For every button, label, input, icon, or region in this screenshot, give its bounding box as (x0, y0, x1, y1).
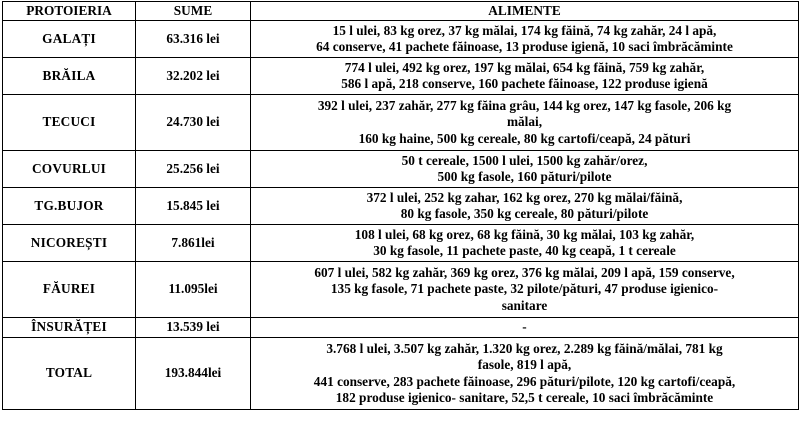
alimente-line: 64 conserve, 41 pachete făinoase, 13 produse igienă, 10 saci îmbrăcăminte (316, 39, 733, 54)
sume-cell: 25.256 lei (136, 151, 251, 188)
table-row (3, 58, 799, 95)
table-row (3, 151, 799, 188)
header-sume: SUME (136, 2, 251, 21)
header-protoieria: PROTOIERIA (3, 2, 136, 21)
alimente-cell (251, 188, 799, 225)
sume-cell: 7.861lei (136, 225, 251, 262)
alimente-line: 160 kg haine, 500 kg cereale, 80 kg cartofi/ceapă, 24 pături (358, 130, 691, 146)
sume-cell: 32.202 lei (136, 58, 251, 95)
alimente-cell (251, 95, 799, 151)
protoieria-cell: TOTAL (3, 338, 136, 410)
alimente-line: 392 l ulei, 237 zahăr, 277 kg făina grâu, 144 kg orez, 147 kg fasole, 206 kg (317, 98, 732, 114)
protoieria-cell: FĂUREI (3, 262, 136, 318)
alimente-line: 50 t cereale, 1500 l ulei, 1500 kg zahăr/orez, (401, 152, 648, 168)
sume-cell: 13.539 lei (136, 318, 251, 338)
header-row (3, 2, 799, 21)
alimente-cell (251, 338, 799, 410)
table-row (3, 95, 799, 151)
protoieria-cell: BRĂILA (3, 58, 136, 95)
sume-cell: 193.844lei (136, 338, 251, 410)
sume-cell: 11.095lei (136, 262, 251, 318)
alimente-cell (251, 225, 799, 262)
donations-table (2, 1, 799, 410)
alimente-line: 108 l ulei, 68 kg orez, 68 kg făină, 30 kg mălai, 103 kg zahăr, (354, 226, 695, 242)
alimente-cell (251, 58, 799, 95)
alimente-line: fasole, 819 l apă, (477, 357, 572, 373)
sume-cell: 24.730 lei (136, 95, 251, 151)
alimente-line: 500 kg fasole, 160 pături/pilote (437, 169, 612, 184)
alimente-line: 774 l ulei, 492 kg orez, 197 kg mălai, 654 kg făină, 759 kg zahăr, (344, 59, 705, 75)
alimente-line: - (522, 319, 527, 335)
protoieria-cell: TG.BUJOR (3, 188, 136, 225)
alimente-line: 372 l ulei, 252 kg zahar, 162 kg orez, 270 kg mălai/făină, (366, 189, 683, 205)
alimente-line: 607 l ulei, 582 kg zahăr, 369 kg orez, 376 kg mălai, 209 l apă, 159 conserve, (314, 265, 735, 281)
alimente-line: 3.768 l ulei, 3.507 kg zahăr, 1.320 kg orez, 2.289 kg făină/mălai, 781 kg (326, 340, 723, 356)
total-row (3, 338, 799, 410)
sume-cell: 63.316 lei (136, 21, 251, 58)
alimente-line: 30 kg fasole, 11 pachete paste, 40 kg ceapă, 1 t cereale (373, 243, 676, 258)
alimente-line: mălai, (506, 114, 543, 130)
alimente-line: 586 l apă, 218 conserve, 160 pachete făinoase, 122 produse igienă (341, 76, 708, 91)
table-row (3, 262, 799, 318)
alimente-cell (251, 151, 799, 188)
alimente-line: sanitare (501, 297, 548, 313)
table-row (3, 318, 799, 338)
alimente-cell (251, 21, 799, 58)
protoieria-cell: TECUCI (3, 95, 136, 151)
alimente-line: 15 l ulei, 83 kg orez, 37 kg mălai, 174 kg făină, 74 kg zahăr, 24 l apă, (332, 22, 717, 38)
alimente-cell (251, 318, 799, 338)
alimente-line: 182 produse igienico- sanitare, 52,5 t cereale, 10 saci îmbrăcăminte (335, 389, 714, 405)
alimente-line: 135 kg fasole, 71 pachete paste, 32 pilote/pături, 47 produse igienico- (330, 281, 719, 297)
alimente-line: 441 conserve, 283 pachete făinoase, 296 pături/pilote, 120 kg cartofi/ceapă, (313, 373, 736, 389)
protoieria-cell: GALAȚI (3, 21, 136, 58)
protoieria-cell: NICOREȘTI (3, 225, 136, 262)
protoieria-cell: ÎNSURĂȚEI (3, 318, 136, 338)
table-row (3, 188, 799, 225)
sume-cell: 15.845 lei (136, 188, 251, 225)
table-row (3, 225, 799, 262)
table-row (3, 21, 799, 58)
header-alimente: ALIMENTE (251, 2, 799, 21)
protoieria-cell: COVURLUI (3, 151, 136, 188)
alimente-line: 80 kg fasole, 350 kg cereale, 80 pături/pilote (400, 206, 649, 221)
alimente-cell (251, 262, 799, 318)
